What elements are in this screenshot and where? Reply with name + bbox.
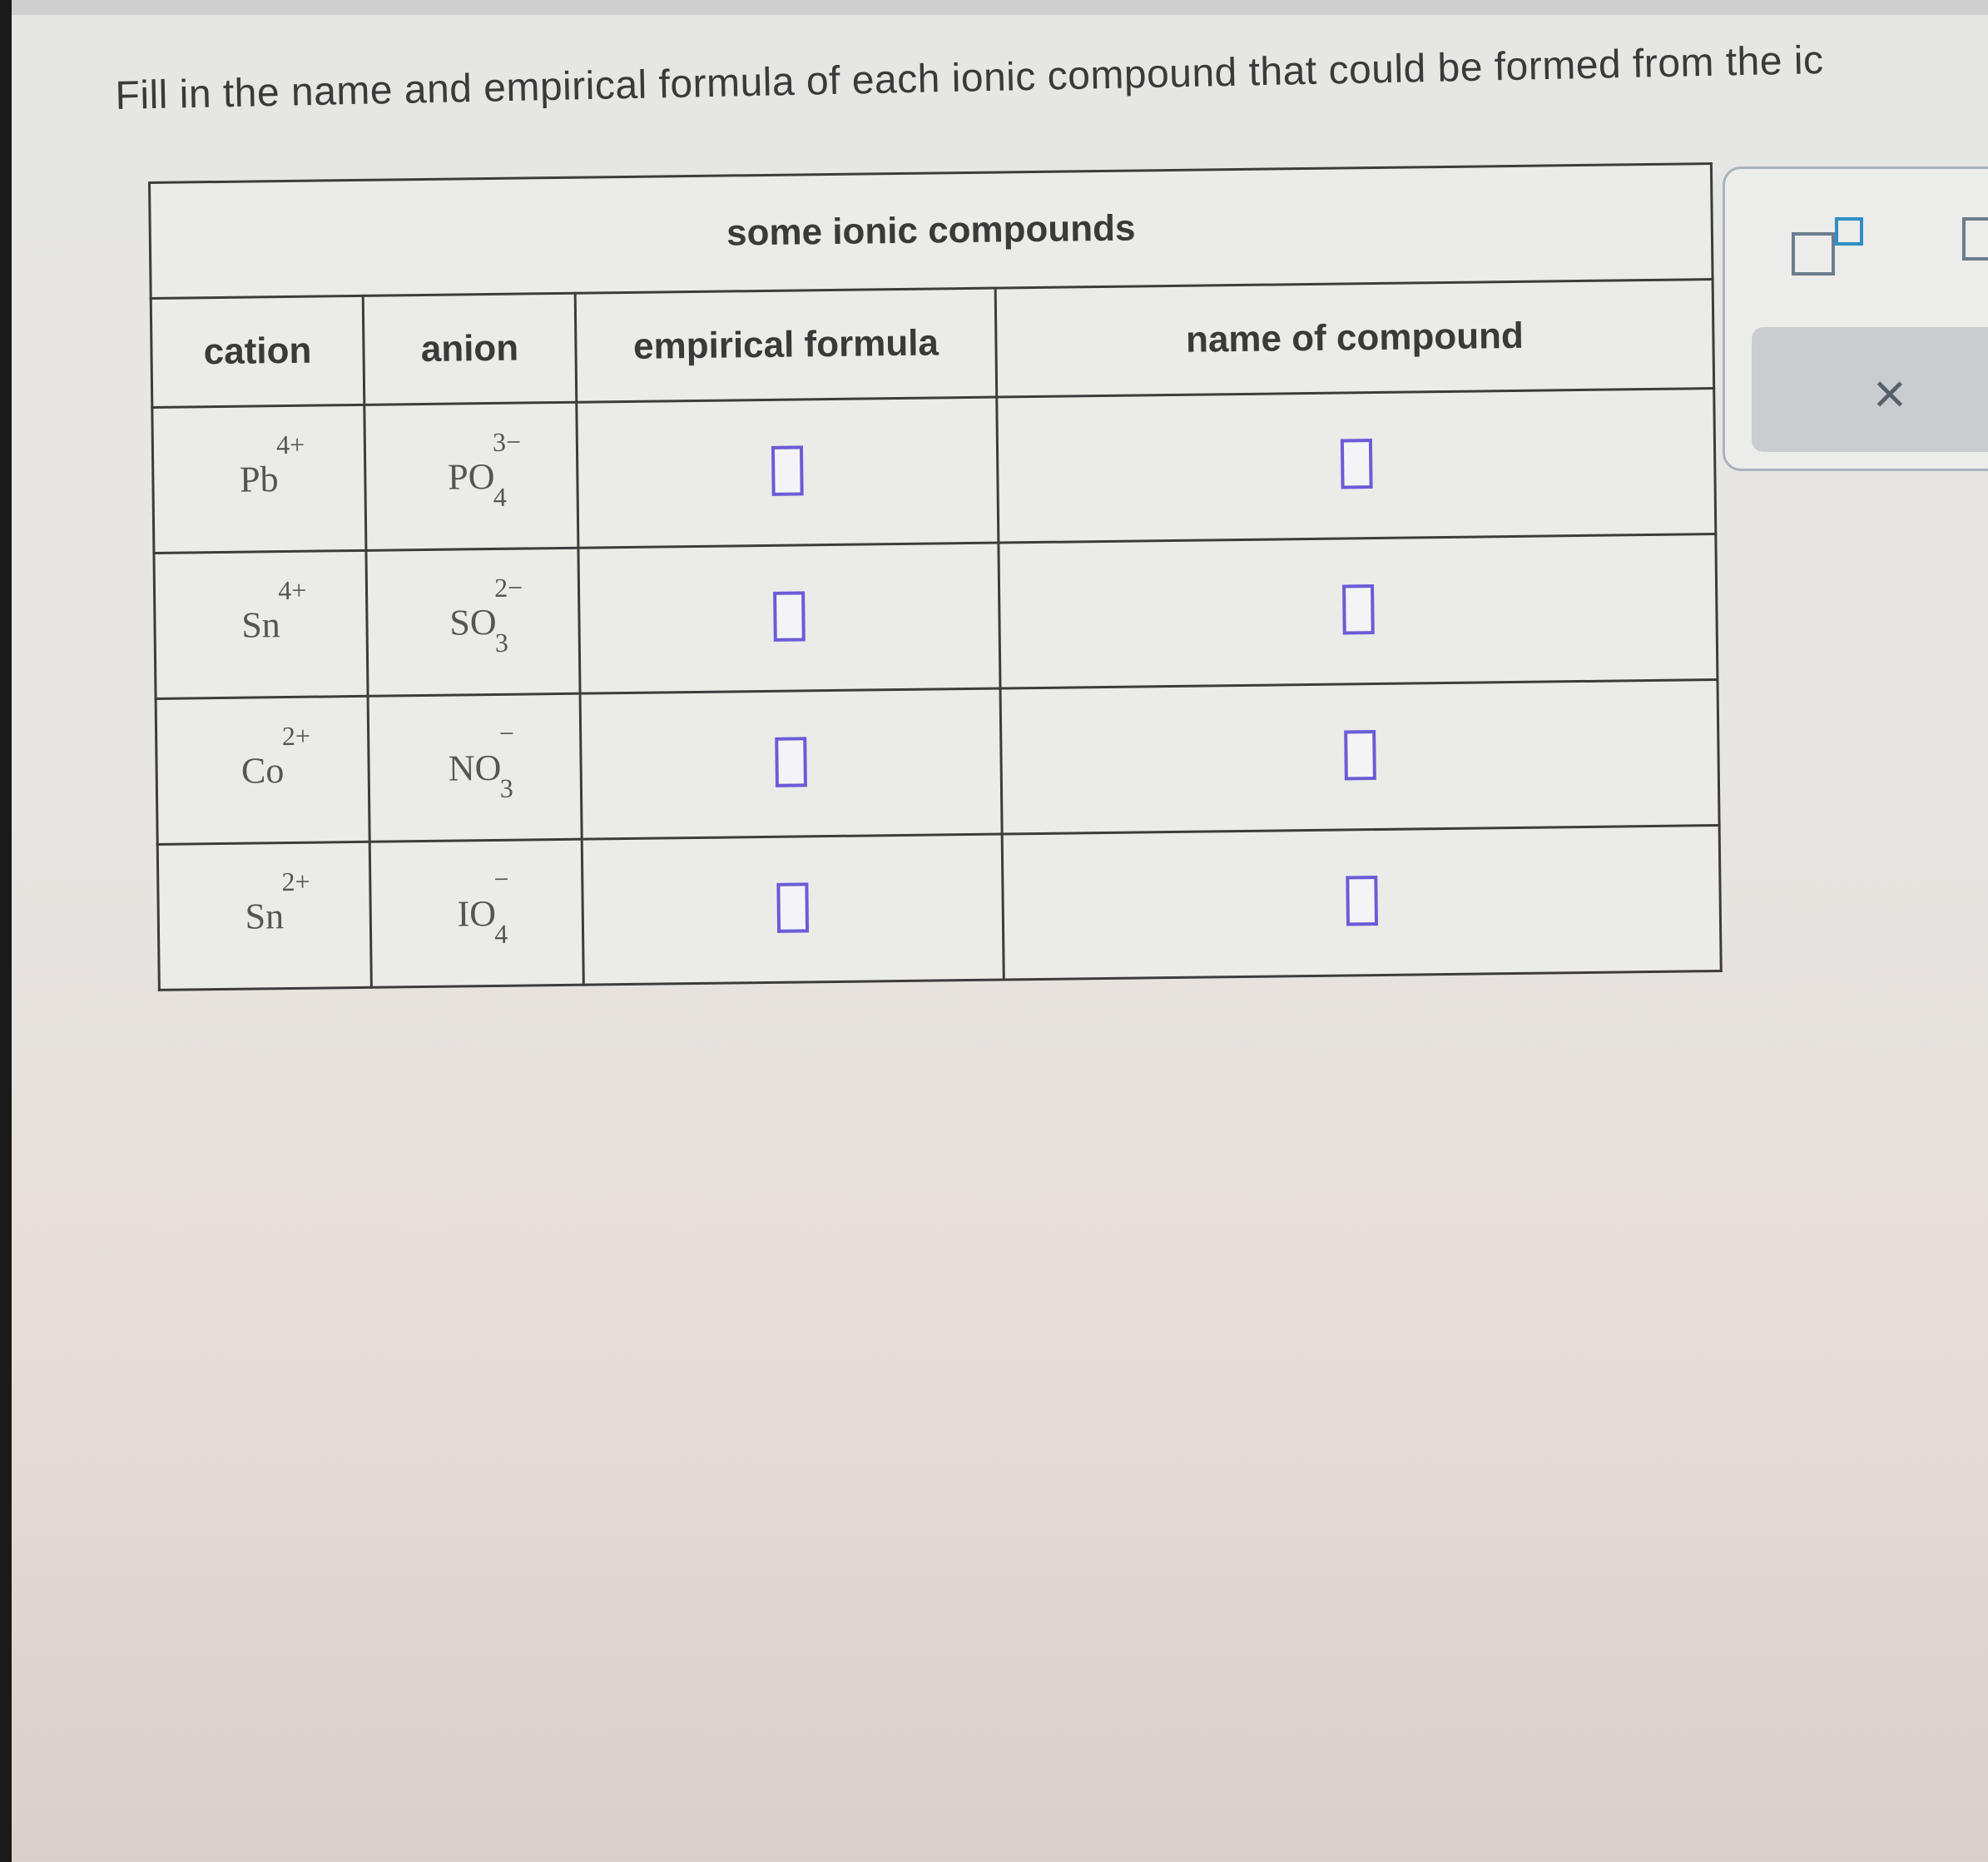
compound-name-input[interactable] <box>1342 584 1375 634</box>
anion-charge: 2− <box>493 572 523 603</box>
header-empirical-formula: empirical formula <box>575 288 997 402</box>
anion-subscript: 4 <box>494 918 508 949</box>
empirical-formula-input[interactable] <box>776 882 809 932</box>
anion-charge: − <box>493 863 509 894</box>
table-row <box>152 389 1716 554</box>
cation-charge: 2+ <box>281 720 311 751</box>
header-name-of-compound: name of compound <box>995 280 1714 398</box>
table-caption: some ionic compounds <box>150 164 1713 299</box>
anion-subscript: 4 <box>493 481 507 512</box>
instruction-text: Fill in the name and empirical formula of each ionic compound that could be formed from the ic <box>115 37 1825 118</box>
name-cell <box>999 534 1718 689</box>
anion-cell <box>366 548 580 696</box>
name-cell <box>1000 680 1719 835</box>
cation-symbol: Sn 4+ <box>240 574 307 646</box>
table-row <box>157 825 1721 990</box>
top-bezel <box>0 0 1988 15</box>
anion-charge: 3− <box>492 426 522 457</box>
base-box-icon <box>1792 232 1835 276</box>
clear-button[interactable]: × <box>1873 362 1906 425</box>
anion-symbol: PO 3− 4 <box>447 426 522 512</box>
cation-cell <box>154 550 368 698</box>
formula-cell <box>582 834 1004 985</box>
compound-name-input[interactable] <box>1344 730 1376 780</box>
math-tool-panel <box>1723 166 1988 471</box>
header-anion: anion <box>363 293 577 405</box>
empirical-formula-input[interactable] <box>773 591 806 641</box>
anion-cell <box>364 402 578 550</box>
anion-symbol: SO 2− 3 <box>449 572 523 658</box>
anion-subscript: 3 <box>494 627 509 658</box>
superscript-tool-button[interactable] <box>1792 217 1875 284</box>
cation-charge: 4+ <box>278 574 307 605</box>
cation-charge: 4+ <box>275 429 305 459</box>
compound-name-input[interactable] <box>1340 439 1372 489</box>
anion-symbol: IO − 4 <box>457 863 509 949</box>
anion-symbol: NO − 3 <box>448 717 515 803</box>
subscript-tool-button[interactable] <box>1962 217 1988 261</box>
empirical-formula-input[interactable] <box>771 445 804 495</box>
cation-charge: 2+ <box>281 866 310 896</box>
ionic-compounds-table <box>148 162 1723 991</box>
formula-cell <box>577 397 999 548</box>
name-cell <box>1002 825 1721 980</box>
cation-symbol: Co 2+ <box>240 720 311 792</box>
name-cell <box>997 389 1716 544</box>
clear-bar <box>1752 327 1988 452</box>
formula-cell <box>580 688 1002 839</box>
cation-cell <box>152 405 366 553</box>
formula-cell <box>578 543 1000 693</box>
anion-charge: − <box>498 717 515 748</box>
compound-name-input[interactable] <box>1346 876 1378 926</box>
cation-symbol: Pb 4+ <box>239 429 305 500</box>
empirical-formula-input[interactable] <box>775 737 807 787</box>
cation-cell <box>156 696 369 844</box>
table-row <box>156 680 1719 845</box>
header-cation: cation <box>151 295 364 407</box>
anion-subscript: 3 <box>499 772 513 803</box>
anion-cell <box>368 693 582 842</box>
table-row <box>154 534 1718 699</box>
cation-cell <box>157 842 371 990</box>
anion-cell <box>369 839 583 987</box>
left-bezel <box>0 0 12 1862</box>
superscript-box-icon <box>1835 217 1863 246</box>
cation-symbol: Sn 2+ <box>245 866 310 937</box>
